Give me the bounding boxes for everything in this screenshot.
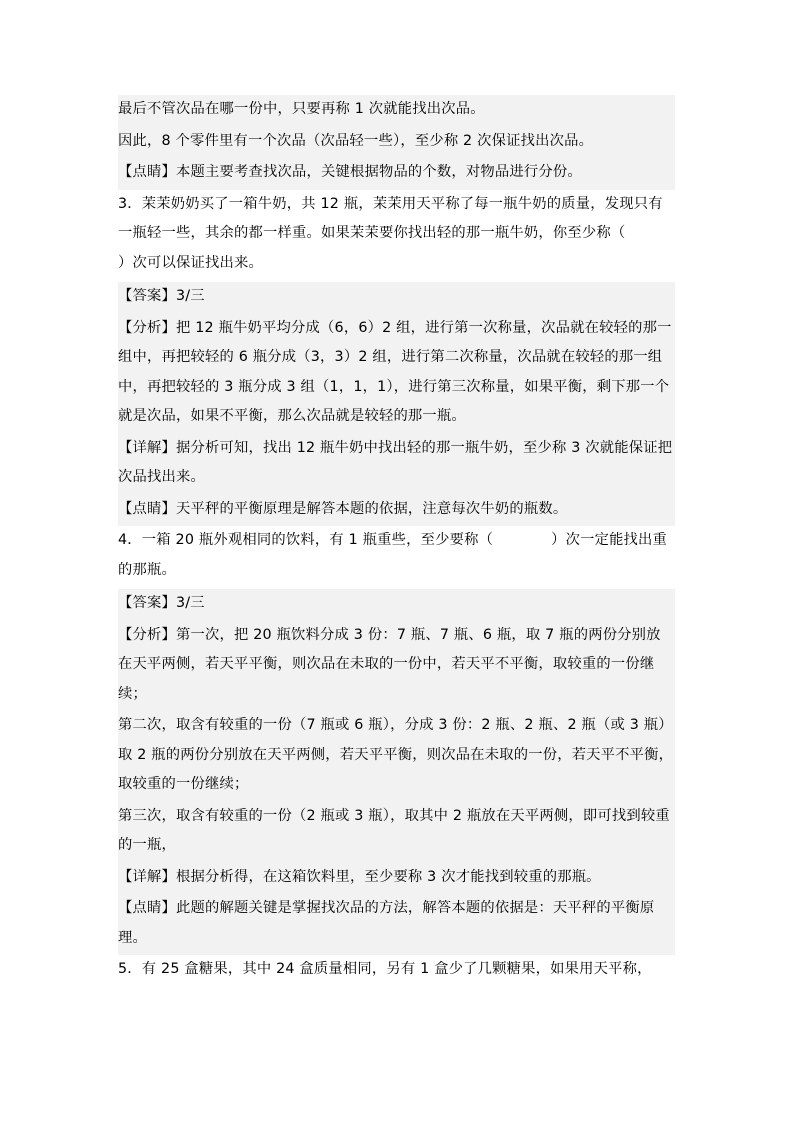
- analysis-4-step-3: 第三次，取含有较重的一份（2 瓶或 3 瓶），取其中 2 瓶放在天平两侧，即可找到较重的一瓶，: [118, 802, 675, 863]
- analysis-3: 【分析】把 12 瓶牛奶平均分成（6，6）2 组，进行第一次称量，次品就在较轻的那一组中，再把较轻的 6 瓶分成（3，3）2 组，进行第二次称量，次品就在较轻的那一组中，再把较轻的 3 瓶分成 3 组（1，1，1），进行第三次称量，如果平衡，剩下那一个就是次品，如果不平衡，那么次品就是较轻的那一瓶。: [118, 314, 675, 434]
- answer-3: 【答案】3/三: [118, 282, 675, 314]
- question-5: 5．有 25 盒糖果，其中 24 盒质量相同，另有 1 盒少了几颗糖果，如果用天平称，: [118, 961, 652, 977]
- key-point-4: 【点睛】此题的解题关键是掌握找次品的方法，解答本题的依据是：天平秤的平衡原理。: [118, 894, 675, 955]
- solution-conclusion: 因此，8 个零件里有一个次品（次品轻一些），至少称 2 次保证找出次品。: [118, 127, 675, 159]
- key-point: 【点睛】本题主要考查找次品，关键根据物品的个数，对物品进行分份。: [118, 158, 675, 190]
- key-point-3: 【点睛】天平秤的平衡原理是解答本题的依据，注意每次牛奶的瓶数。: [118, 495, 675, 527]
- explanation-4: 【详解】根据分析得，在这箱饮料里，至少要称 3 次才能找到较重的那瓶。: [118, 863, 675, 895]
- analysis-4-step-1: 【分析】第一次，把 20 瓶饮料分成 3 份：7 瓶、7 瓶、6 瓶，取 7 瓶的两份分别放在天平两侧，若天平平衡，则次品在未取的一份中，若天平不平衡，取较重的一份继续；: [118, 621, 675, 712]
- explanation-3: 【详解】据分析可知，找出 12 瓶牛奶中找出轻的那一瓶牛奶，至少称 3 次就能保证把次品找出来。: [118, 434, 675, 495]
- document-body: [118, 95, 675, 987]
- solution-line: 最后不管次品在哪一份中，只要再称 1 次就能找出次品。: [118, 95, 675, 127]
- question-3: 3．茉茉奶奶买了一箱牛奶，共 12 瓶，茉茉用天平称了每一瓶牛奶的质量，发现只有一瓶轻一些，其余的都一样重。如果茉茉要你找出轻的那一瓶牛奶，你至少称（ ）次可以保证找出来。: [118, 195, 669, 271]
- question-4: 4．一箱 20 瓶外观相同的饮料，有 1 瓶重些，至少要称（ ）次一定能找出重的那瓶。: [118, 532, 668, 578]
- answer-4: 【答案】3/三: [118, 589, 675, 621]
- analysis-4-step-2: 第二次，取含有较重的一份（7 瓶或 6 瓶），分成 3 份：2 瓶、2 瓶、2 瓶（或 3 瓶）取 2 瓶的两份分别放在天平两侧，若天平平衡，则次品在未取的一份，若天平不平衡，取较重的一份继续；: [118, 711, 675, 802]
